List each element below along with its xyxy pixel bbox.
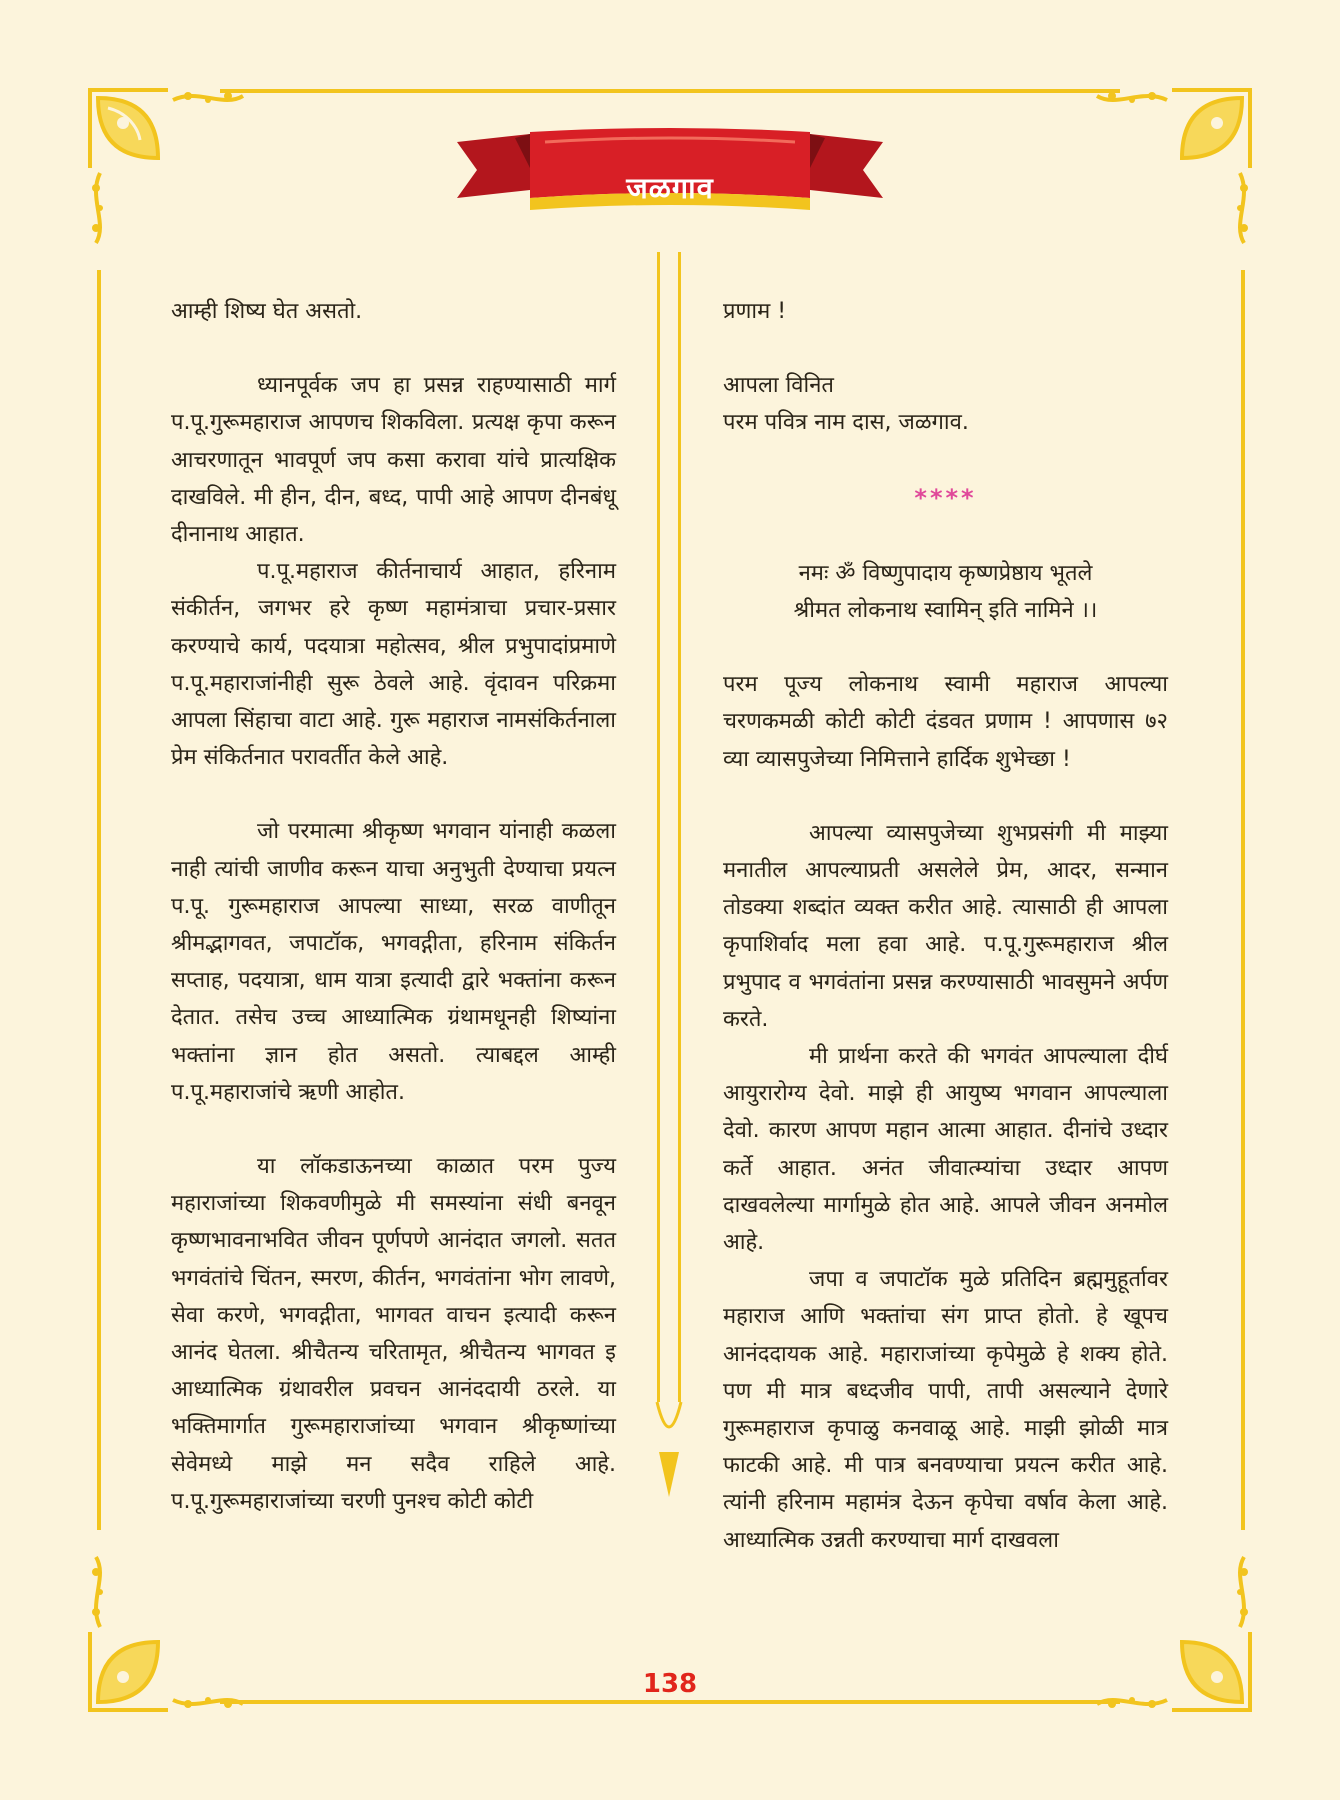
border-top-line — [220, 89, 1120, 93]
page-title: जळगाव — [626, 171, 714, 205]
page-number: 138 — [642, 1669, 698, 1699]
paragraph: जपा व जपाटॉक मुळे प्रतिदिन ब्रह्ममुहूर्तावर महाराज आणि भक्तांचा संग प्राप्त होतो. हे खूपच आनंददायक आहे. महाराजांच्या कृपेमुळे हे शक्य होते. पण मी मात्र बध्दजीव पापी, तापी असल्याने देणारे गुरूमहाराज कृपाळु कनवाळू आहे. माझी झोळी मात्र फाटकी आहे. मी पात्र बनवण्याचा प्रयत्न करीत आहे. त्यांनी हरिनाम महामंत्र देऊन कृपेचा वर्षाव केला आहे. आध्यात्मिक उन्नती करण्याचा मार्ग दाखवला — [723, 1267, 1168, 1553]
corner-ornament-icon — [1052, 78, 1262, 288]
signature-line: परम पवित्र नाम दास, जळगाव. — [723, 410, 969, 436]
paragraph: जो परमात्मा श्रीकृष्ण भगवान यांनाही कळला नाही त्यांची जाणीव करून याचा अनुभुती देण्याचा प्रयत्न प.पू. गुरूमहाराज आपल्या साध्या, सरळ वाणीतून श्रीमद्भागवत, जपाटॉक, भगवद्गीता, हरिनाम संकिर्तन सप्ताह, पदयात्रा, धाम यात्रा इत्यादी द्वारे भक्तांना करून देतात. तसेच उच्च आध्यात्मिक ग्रंथामधूनही शिष्यांना भक्तांना ज्ञान होत असतो. त्याबद्दल आम्ही प.पू.महाराजांचे ऋणी आहोत. — [171, 819, 616, 1105]
paragraph: आम्ही शिष्य घेत असतो. — [171, 299, 363, 324]
section-separator: **** — [914, 483, 977, 512]
corner-ornament-icon — [78, 78, 288, 288]
corner-ornament-icon — [78, 1512, 288, 1722]
signature-line: आपला विनित — [723, 373, 834, 399]
paragraph: प्रणाम ! — [723, 299, 787, 324]
paragraph: ध्यानपूर्वक जप हा प्रसन्न राहण्यासाठी मार्ग प.पू.गुरूमहाराज आपणच शिकविला. प्रत्यक्ष कृपा करून आचरणातून भावपूर्ण जप कसा करावा यांचे प्रात्यक्षिक दाखविले. मी हीन, दीन, बध्द, पापी आहे आपण दीनबंधू दीनानाथ आहात. — [171, 373, 616, 548]
right-column — [723, 293, 1168, 1559]
paragraph: मी प्रार्थना करते की भगवंत आपल्याला दीर्घ आयुरारोग्य देवो. माझे ही आयुष्य भगवान आपल्याला देवो. कारण आपण महान आत्मा आहात. दीनांचे उध्दार कर्ते आहात. अनंत जीवात्म्यांचा उध्दार आपण दाखवलेल्या मार्गामुळे होत आहे. आपले जीवन अनमोल आहे. — [723, 1044, 1168, 1256]
border-left-line — [97, 270, 101, 1530]
border-right-line — [1241, 270, 1245, 1530]
paragraph: परम पूज्य लोकनाथ स्वामी महाराज आपल्या चरणकमळी कोटी कोटी दंडवत प्रणाम ! आपणास ७२ व्या व्यासपुजेच्या निमित्ताने हार्दिक शुभेच्छा ! — [723, 672, 1168, 772]
mantra-line: नमः ॐ विष्णुपादाय कृष्णप्रेष्ठाय भूतले — [798, 560, 1093, 586]
paragraph: या लॉकडाऊनच्या काळात परम पुज्य महाराजांच्या शिकवणीमुळे मी समस्यांना संधी बनवून कृष्णभावनाभवित जीवन पूर्णपणे आनंदात जगलो. सतत भगवंतांचे चिंतन, स्मरण, कीर्तन, भगवंतांना भोग लावणे, सेवा करणे, भगवद्गीता, भागवत वाचन इत्यादी करून आनंद घेतला. श्रीचैतन्य चरितामृत, श्रीचैतन्य भागवत इ आध्यात्मिक ग्रंथावरील प्रवचन आनंददायी ठरले. या भक्तिमार्गात गुरूमहाराजांच्या भगवान श्रीकृष्णांच्या सेवेमध्ये माझे मन सदैव राहिले आहे. प.पू.गुरूमहाराजांच्या चरणी पुनश्च कोटी कोटी — [171, 1154, 616, 1514]
paragraph: प.पू.महाराज कीर्तनाचार्य आहात, हरिनाम संकीर्तन, जगभर हरे कृष्ण महामंत्राचा प्रचार-प्रसार करण्याचे कार्य, पदयात्रा महोत्सव, श्रील प्रभुपादांप्रमाणे प.पू.महाराजांनीही सुरू ठेवले आहे. वृंदावन परिक्रमा आपला सिंहाचा वाटा आहे. गुरू महाराज नामसंकिर्तनाला प्रेम संकिर्तनात परावर्तीत केले आहे. — [171, 559, 616, 771]
column-divider — [649, 252, 689, 1592]
paragraph: आपल्या व्यासपुजेच्या शुभप्रसंगी मी माझ्या मनातील आपल्याप्रती असलेले प्रेम, आदर, सन्मान तोडक्या शब्दांत व्यक्त करीत आहे. त्यासाठी ही आपला कृपाशिर्वाद मला हवा आहे. प.पू.गुरूमहाराज श्रील प्रभुपाद व भगवंतांना प्रसन्न करण्यासाठी भावसुमने अर्पण करते. — [723, 820, 1168, 1032]
left-column — [171, 293, 616, 1520]
mantra-line: श्रीमत लोकनाथ स्वामिन् इति नामिने ।। — [793, 598, 1098, 624]
